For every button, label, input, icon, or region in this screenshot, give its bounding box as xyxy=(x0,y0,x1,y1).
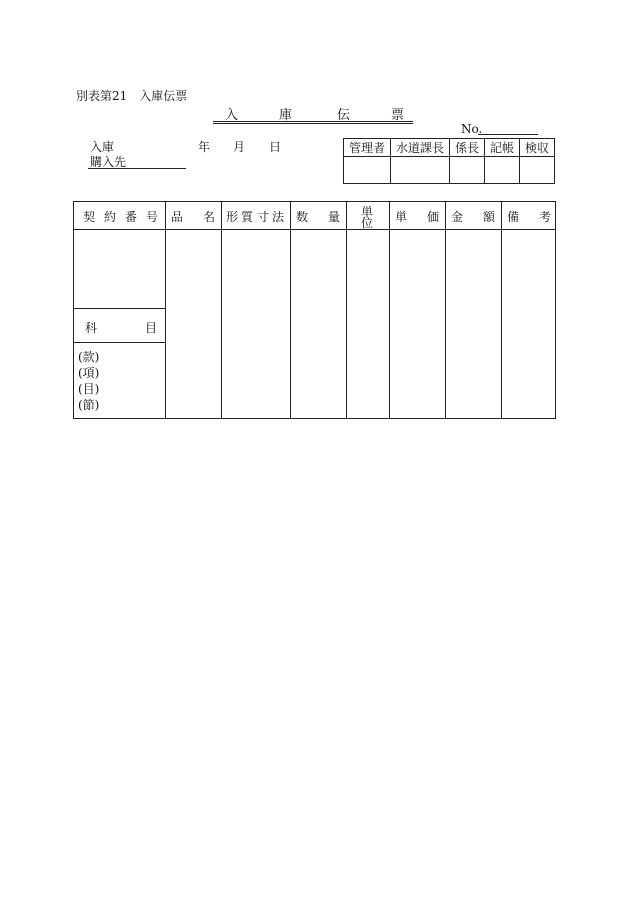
column-divider xyxy=(346,202,347,418)
day-label: 日 xyxy=(269,140,282,154)
column-divider xyxy=(501,202,502,418)
subject-label: 科 目 xyxy=(85,321,158,335)
title-char: 票 xyxy=(391,108,405,123)
receipt-label: 入庫 xyxy=(90,140,115,154)
number-label: No. xyxy=(461,122,483,136)
form-title xyxy=(213,103,413,124)
number-field[interactable] xyxy=(478,134,538,135)
budget-kou: (項) xyxy=(78,366,100,380)
column-divider xyxy=(290,202,291,418)
budget-moku: (目) xyxy=(78,382,100,396)
row-divider xyxy=(74,342,165,343)
header-remarks: 備 考 xyxy=(507,210,552,224)
stamp-box[interactable] xyxy=(450,157,485,184)
stamp-box[interactable] xyxy=(344,157,391,184)
column-divider xyxy=(221,202,222,418)
approval-header: 係長 xyxy=(450,139,485,157)
year-label: 年 xyxy=(198,140,211,154)
header-item-name: 品 名 xyxy=(171,210,216,224)
stamp-box[interactable] xyxy=(391,157,450,184)
approval-header: 検収 xyxy=(520,139,555,157)
column-divider xyxy=(165,202,166,418)
header-amount: 金 額 xyxy=(451,210,496,224)
supplier-label: 購入先 xyxy=(90,155,127,169)
header-quantity: 数 量 xyxy=(296,210,341,224)
stamp-box[interactable] xyxy=(485,157,520,184)
item-table xyxy=(73,201,556,419)
title-char: 入 xyxy=(225,108,239,123)
title-char: 伝 xyxy=(337,108,351,123)
form-label: 別表第21 入庫伝票 xyxy=(76,89,188,103)
column-divider xyxy=(389,202,390,418)
column-divider xyxy=(445,202,446,418)
approval-header: 水道課長 xyxy=(391,139,450,157)
header-unit-price: 単 価 xyxy=(395,210,440,224)
budget-setsu: (節) xyxy=(78,398,100,412)
approval-table xyxy=(343,138,555,184)
budget-kan: (款) xyxy=(78,350,100,364)
approval-header: 記帳 xyxy=(485,139,520,157)
supplier-field[interactable] xyxy=(88,168,186,169)
header-contract-no: 契 約 番 号 xyxy=(83,210,159,224)
stamp-box[interactable] xyxy=(520,157,555,184)
month-label: 月 xyxy=(233,140,246,154)
header-divider xyxy=(74,229,555,230)
title-char: 庫 xyxy=(279,108,293,123)
header-unit: 単 位 xyxy=(361,205,374,230)
approval-header: 管理者 xyxy=(344,139,391,157)
header-spec: 形 質 寸 法 xyxy=(226,210,285,224)
